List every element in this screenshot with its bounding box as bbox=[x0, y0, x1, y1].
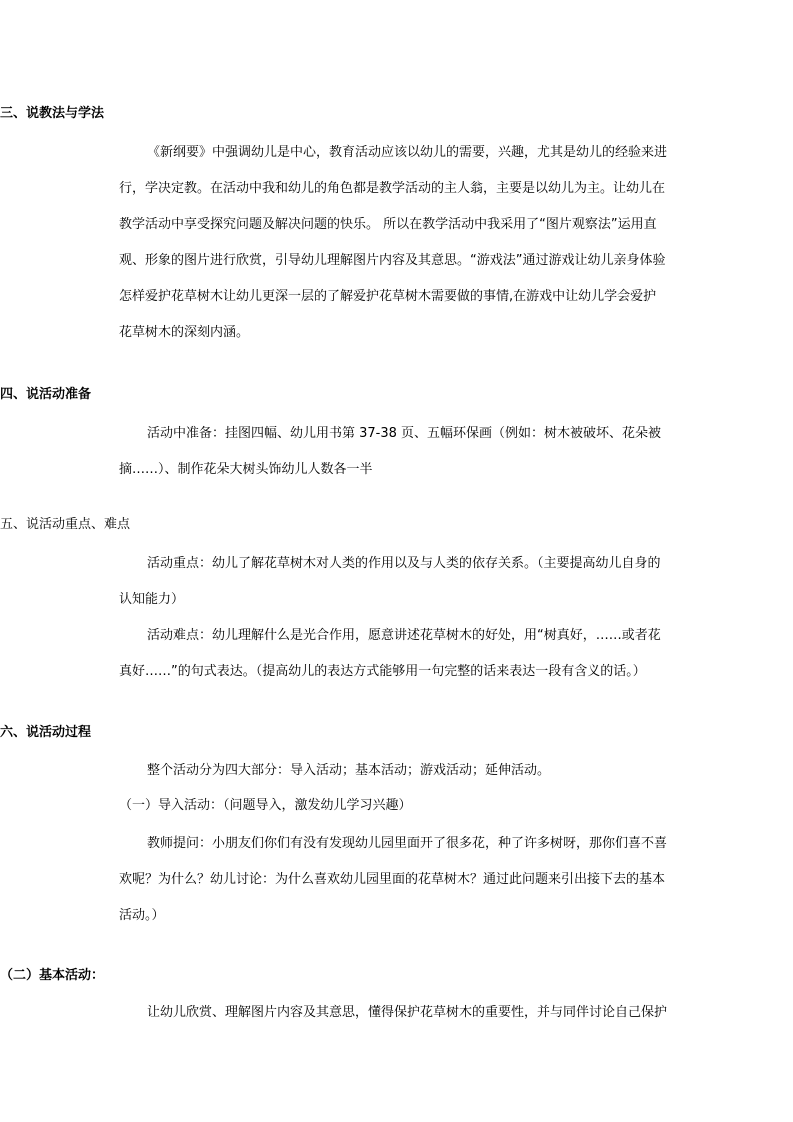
section-4-heading: 四、说活动准备 bbox=[0, 387, 92, 402]
s4-p1-line-1: 活动中准备：挂图四幅、幼儿用书第 37-38 页、五幅环保画（例如：树木被破坏、花朵被 bbox=[147, 426, 662, 441]
s3-p1-line-1: 《新纲要》中强调幼儿是中心，教育活动应该以幼儿的需要，兴趣，尤其是幼儿的经验来进 bbox=[147, 145, 668, 160]
s6-p3: 让幼儿欣赏、理解图片内容及其意思，懂得保护花草树木的重要性，并与同伴讨论自己保护 bbox=[147, 1005, 668, 1020]
s6-subheading-1: （一）导入活动：（问题导入，激发幼儿学习兴趣） bbox=[119, 798, 412, 813]
s3-p1-line-6: 花草树木的深刻内涵。 bbox=[119, 325, 250, 340]
s3-p1-line-4: 观、形象的图片进行欣赏，引导幼儿理解图片内容及其意思。“游戏法”通过游戏让幼儿亲身体验 bbox=[119, 253, 666, 268]
s6-p1: 整个活动分为四大部分：导入活动；基本活动；游戏活动；延伸活动。 bbox=[147, 763, 551, 778]
s6-subheading-2: （二）基本活动： bbox=[0, 968, 105, 983]
s3-p1-line-2: 行，学决定教。在活动中我和幼儿的角色都是教学活动的主人翁，主要是以幼儿为主。让幼儿在 bbox=[119, 181, 666, 196]
s3-p1-line-5: 怎样爱护花草树木让幼儿更深一层的了解爱护花草树木需要做的事情,在游戏中让幼儿学会爱护 bbox=[119, 289, 657, 304]
s5-p1-line-2: 认知能力） bbox=[119, 592, 185, 607]
section-6-heading: 六、说活动过程 bbox=[0, 725, 92, 740]
s6-p2-line-1: 教师提问：小朋友们你们有没有发现幼儿园里面开了很多花，种了许多树呀，那你们喜不喜 bbox=[147, 836, 668, 851]
s6-p2-line-2: 欢呢？为什么？幼儿讨论：为什么喜欢幼儿园里面的花草树木？通过此问题来引出接下去的基本 bbox=[119, 872, 666, 887]
section-3-heading: 三、说教法与学法 bbox=[0, 106, 105, 121]
section-5-heading: 五、说活动重点、难点 bbox=[0, 517, 131, 532]
s5-p1-line-1: 活动重点：幼儿了解花草树木对人类的作用以及与人类的依存关系。（主要提高幼儿自身的 bbox=[147, 556, 661, 571]
s5-p2-line-2: 真好……”的句式表达。（提高幼儿的表达方式能够用一句完整的话来表达一段有含义的话。） bbox=[119, 664, 646, 679]
s5-p2-line-1: 活动难点：幼儿理解什么是光合作用，愿意讲述花草树木的好处，用“树真好，……或者花 bbox=[147, 628, 661, 643]
s6-p2-line-3: 活动。） bbox=[119, 908, 165, 923]
s4-p1-line-2: 摘……）、制作花朵大树头饰幼儿人数各一半 bbox=[119, 462, 373, 477]
s3-p1-line-3: 教学活动中享受探究问题及解决问题的快乐。 所以在教学活动中我采用了“图片观察法”运用直 bbox=[119, 217, 657, 232]
